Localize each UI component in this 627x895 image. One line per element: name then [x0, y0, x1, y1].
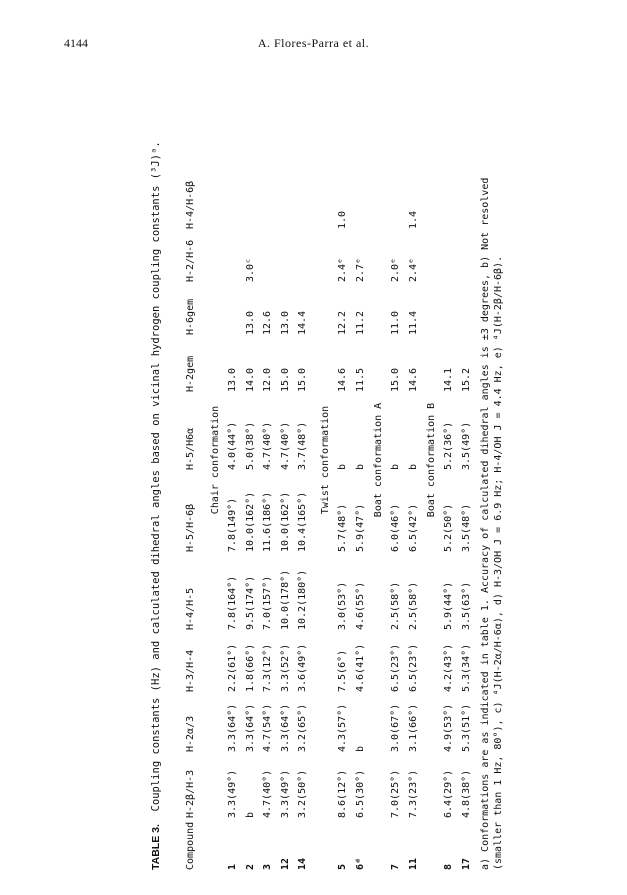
table-cell: 4.8(38°): [460, 769, 472, 818]
table-cell: 15.2: [460, 367, 472, 392]
table-cell: 3.7(48°): [297, 421, 308, 470]
table-cell: 11.0: [390, 310, 401, 335]
column-header: H-2α/3: [185, 715, 196, 752]
table-cell: 3.2(50°): [297, 769, 308, 818]
table-cell: 14.1: [443, 367, 454, 392]
table-cell: 7.3(12°): [262, 643, 273, 692]
compound-number: 11: [407, 857, 419, 870]
column-header: H-3/H-4: [185, 649, 196, 692]
table-cell: 3.3(64°): [227, 703, 238, 752]
table-cell: 2.4ᵉ: [337, 257, 348, 282]
table-cell: 2.5(58°): [407, 581, 419, 630]
table-cell: 15.0: [390, 367, 401, 392]
table-cell: 3.3(64°): [244, 703, 256, 752]
section-title: Boat conformation A: [373, 402, 384, 518]
table-cell: 14.0: [244, 367, 256, 392]
table-cell: b: [407, 463, 419, 470]
compound-number: 8: [443, 863, 454, 870]
table-cell: 4.2(43°): [443, 643, 454, 692]
table-cell: 13.0: [244, 310, 256, 335]
table-cell: 3.0(53°): [337, 581, 348, 630]
table-cell: 11.5: [354, 367, 366, 392]
table-cell: 3.0ᶜ: [244, 257, 256, 282]
table-cell: 14.4: [297, 310, 308, 335]
table-cell: 5.3(34°): [460, 643, 472, 692]
table-cell: 6.5(30°): [354, 769, 366, 818]
table-cell: 2.7ᵉ: [354, 257, 366, 282]
table-cell: 15.0: [279, 367, 291, 392]
running-head: A. Flores-Parra et al.: [257, 36, 370, 50]
table-cell: b: [337, 463, 348, 470]
table-caption-text: Coupling constants (Hz) and calculated dihedral angles based on vicinal hydrogen coupling constants (³J)ᵃ.: [150, 141, 162, 812]
section-title: Boat conformation B: [426, 402, 437, 518]
table-cell: 5.9(47°): [354, 503, 366, 552]
table-cell: 3.3(49°): [227, 769, 238, 818]
table-cell: 2.4ᵉ: [407, 257, 419, 282]
compound-number: 2: [244, 863, 256, 870]
table-cell: 10.2(180°): [297, 569, 308, 630]
compound-number: 7: [390, 863, 401, 870]
compound-number: 6ᵈ: [354, 857, 366, 870]
table-cell: 6.4(29°): [443, 769, 454, 818]
table-cell: 7.8(149°): [227, 497, 238, 552]
table-cell: 3.5(48°): [460, 503, 472, 552]
compound-number: 3: [262, 863, 273, 870]
table-cell: 12.2: [337, 310, 348, 335]
table-cell: 15.0: [297, 367, 308, 392]
table-caption: [150, 141, 162, 870]
table-cell: 5.9(44°): [443, 581, 454, 630]
table-cell: b: [390, 463, 401, 470]
table-cell: 2.0ᵉ: [390, 257, 401, 282]
table-cell: 6.0(46°): [390, 503, 401, 552]
column-header: Compound: [185, 821, 196, 870]
compound-number: 1: [227, 863, 238, 870]
table-cell: 11.2: [354, 310, 366, 335]
table-cell: 6.5(23°): [407, 643, 419, 692]
page-number: 4144: [64, 36, 88, 50]
table-cell: 4.9(53°): [443, 703, 454, 752]
table-cell: 10.4(165°): [297, 491, 308, 552]
table-cell: 7.5(6°): [337, 649, 348, 692]
column-header: H-5/H-6β: [185, 503, 196, 552]
compound-number: 5: [337, 863, 348, 870]
table-cell: 3.1(66°): [407, 703, 419, 752]
table-cell: 4.7(40°): [262, 421, 273, 470]
table-cell: 9.5(174°): [244, 575, 256, 630]
table-cell: 1.4: [407, 210, 419, 229]
table-cell: 4.7(40°): [279, 421, 291, 470]
table-cell: 2.2(61°): [227, 643, 238, 692]
table-cell: 10.0(178°): [279, 569, 291, 630]
table-cell: 3.0(67°): [390, 703, 401, 752]
column-header: H-4/H-6β: [185, 180, 196, 229]
column-header: H-4/H-5: [185, 587, 196, 630]
table-cell: 4.3(57°): [337, 703, 348, 752]
table-cell: 7.3(23°): [407, 769, 419, 818]
table-cell: 13.0: [279, 310, 291, 335]
table-cell: 3.2(65°): [297, 703, 308, 752]
table-cell: 3.3(49°): [279, 769, 291, 818]
table-cell: 8.6(12°): [337, 769, 348, 818]
section-title: Twist conformation: [320, 405, 331, 515]
table-cell: 5.3(51°): [460, 703, 472, 752]
column-header: H-2gem: [185, 355, 196, 392]
table-label: TABLE 3.: [150, 824, 162, 870]
table-cell: 3.6(49°): [297, 643, 308, 692]
table-cell: 4.7(40°): [262, 769, 273, 818]
table-cell: 5.0(38°): [244, 421, 256, 470]
compound-number: 12: [279, 857, 291, 870]
column-header: H-2/H-6: [185, 239, 196, 282]
table-cell: 5.7(48°): [337, 503, 348, 552]
table-cell: 2.5(58°): [390, 581, 401, 630]
section-title: Chair conformation: [210, 405, 221, 515]
table-cell: 5.2(50°): [443, 503, 454, 552]
table-cell: 4.6(41°): [354, 643, 366, 692]
table-cell: 3.3(52°): [279, 643, 291, 692]
compound-number: 17: [460, 857, 472, 870]
table-cell: 10.0(162°): [244, 491, 256, 552]
table-cell: 4.7(54°): [262, 703, 273, 752]
table-cell: 1.8(66°): [244, 643, 256, 692]
table-cell: 6.5(42°): [407, 503, 419, 552]
table-cell: 14.6: [407, 367, 419, 392]
table-cell: 1.0: [337, 210, 348, 229]
table-cell: 7.0(25°): [390, 769, 401, 818]
table-cell: b: [354, 463, 366, 470]
table-cell: 11.6(186°): [262, 491, 273, 552]
footnote: a) Conformations are as indicated in table 1. Accuracy of calculated dihedral angles is ±3 degrees, b) Not resolved: [480, 177, 491, 870]
table-cell: 6.5(23°): [390, 643, 401, 692]
column-header: H-5/H6α: [185, 427, 196, 470]
table-cell: 4.0(44°): [227, 421, 238, 470]
table-cell: 3.3(64°): [279, 703, 291, 752]
table-cell: 12.6: [262, 310, 273, 335]
table-cell: 7.8(164°): [227, 575, 238, 630]
table-cell: 3.5(49°): [460, 421, 472, 470]
footnote: (smaller than 1 Hz, 80°), c) ⁴J(H-2α/H-6α), d) H-3/OH J = 6.9 Hz; H-4/OH J = 4.4 Hz, e) ⁴J(H-2β/H-6β).: [493, 255, 504, 870]
table-cell: 4.6(55°): [354, 581, 366, 630]
table-cell: 11.4: [407, 310, 419, 335]
table-cell: 5.2(36°): [443, 421, 454, 470]
rotated-table: [150, 50, 627, 870]
table-cell: 7.0(157°): [262, 575, 273, 630]
column-header: H-6gem: [185, 298, 196, 335]
table-cell: 10.0(162°): [279, 491, 291, 552]
column-header: H-2β/H-3: [185, 769, 196, 818]
table-cell: 12.0: [262, 367, 273, 392]
table-cell: 13.0: [227, 367, 238, 392]
table-cell: b: [354, 745, 366, 752]
table-cell: b: [244, 811, 256, 818]
table-cell: 3.5(63°): [460, 581, 472, 630]
compound-number: 14: [297, 857, 308, 870]
table-cell: 14.6: [337, 367, 348, 392]
